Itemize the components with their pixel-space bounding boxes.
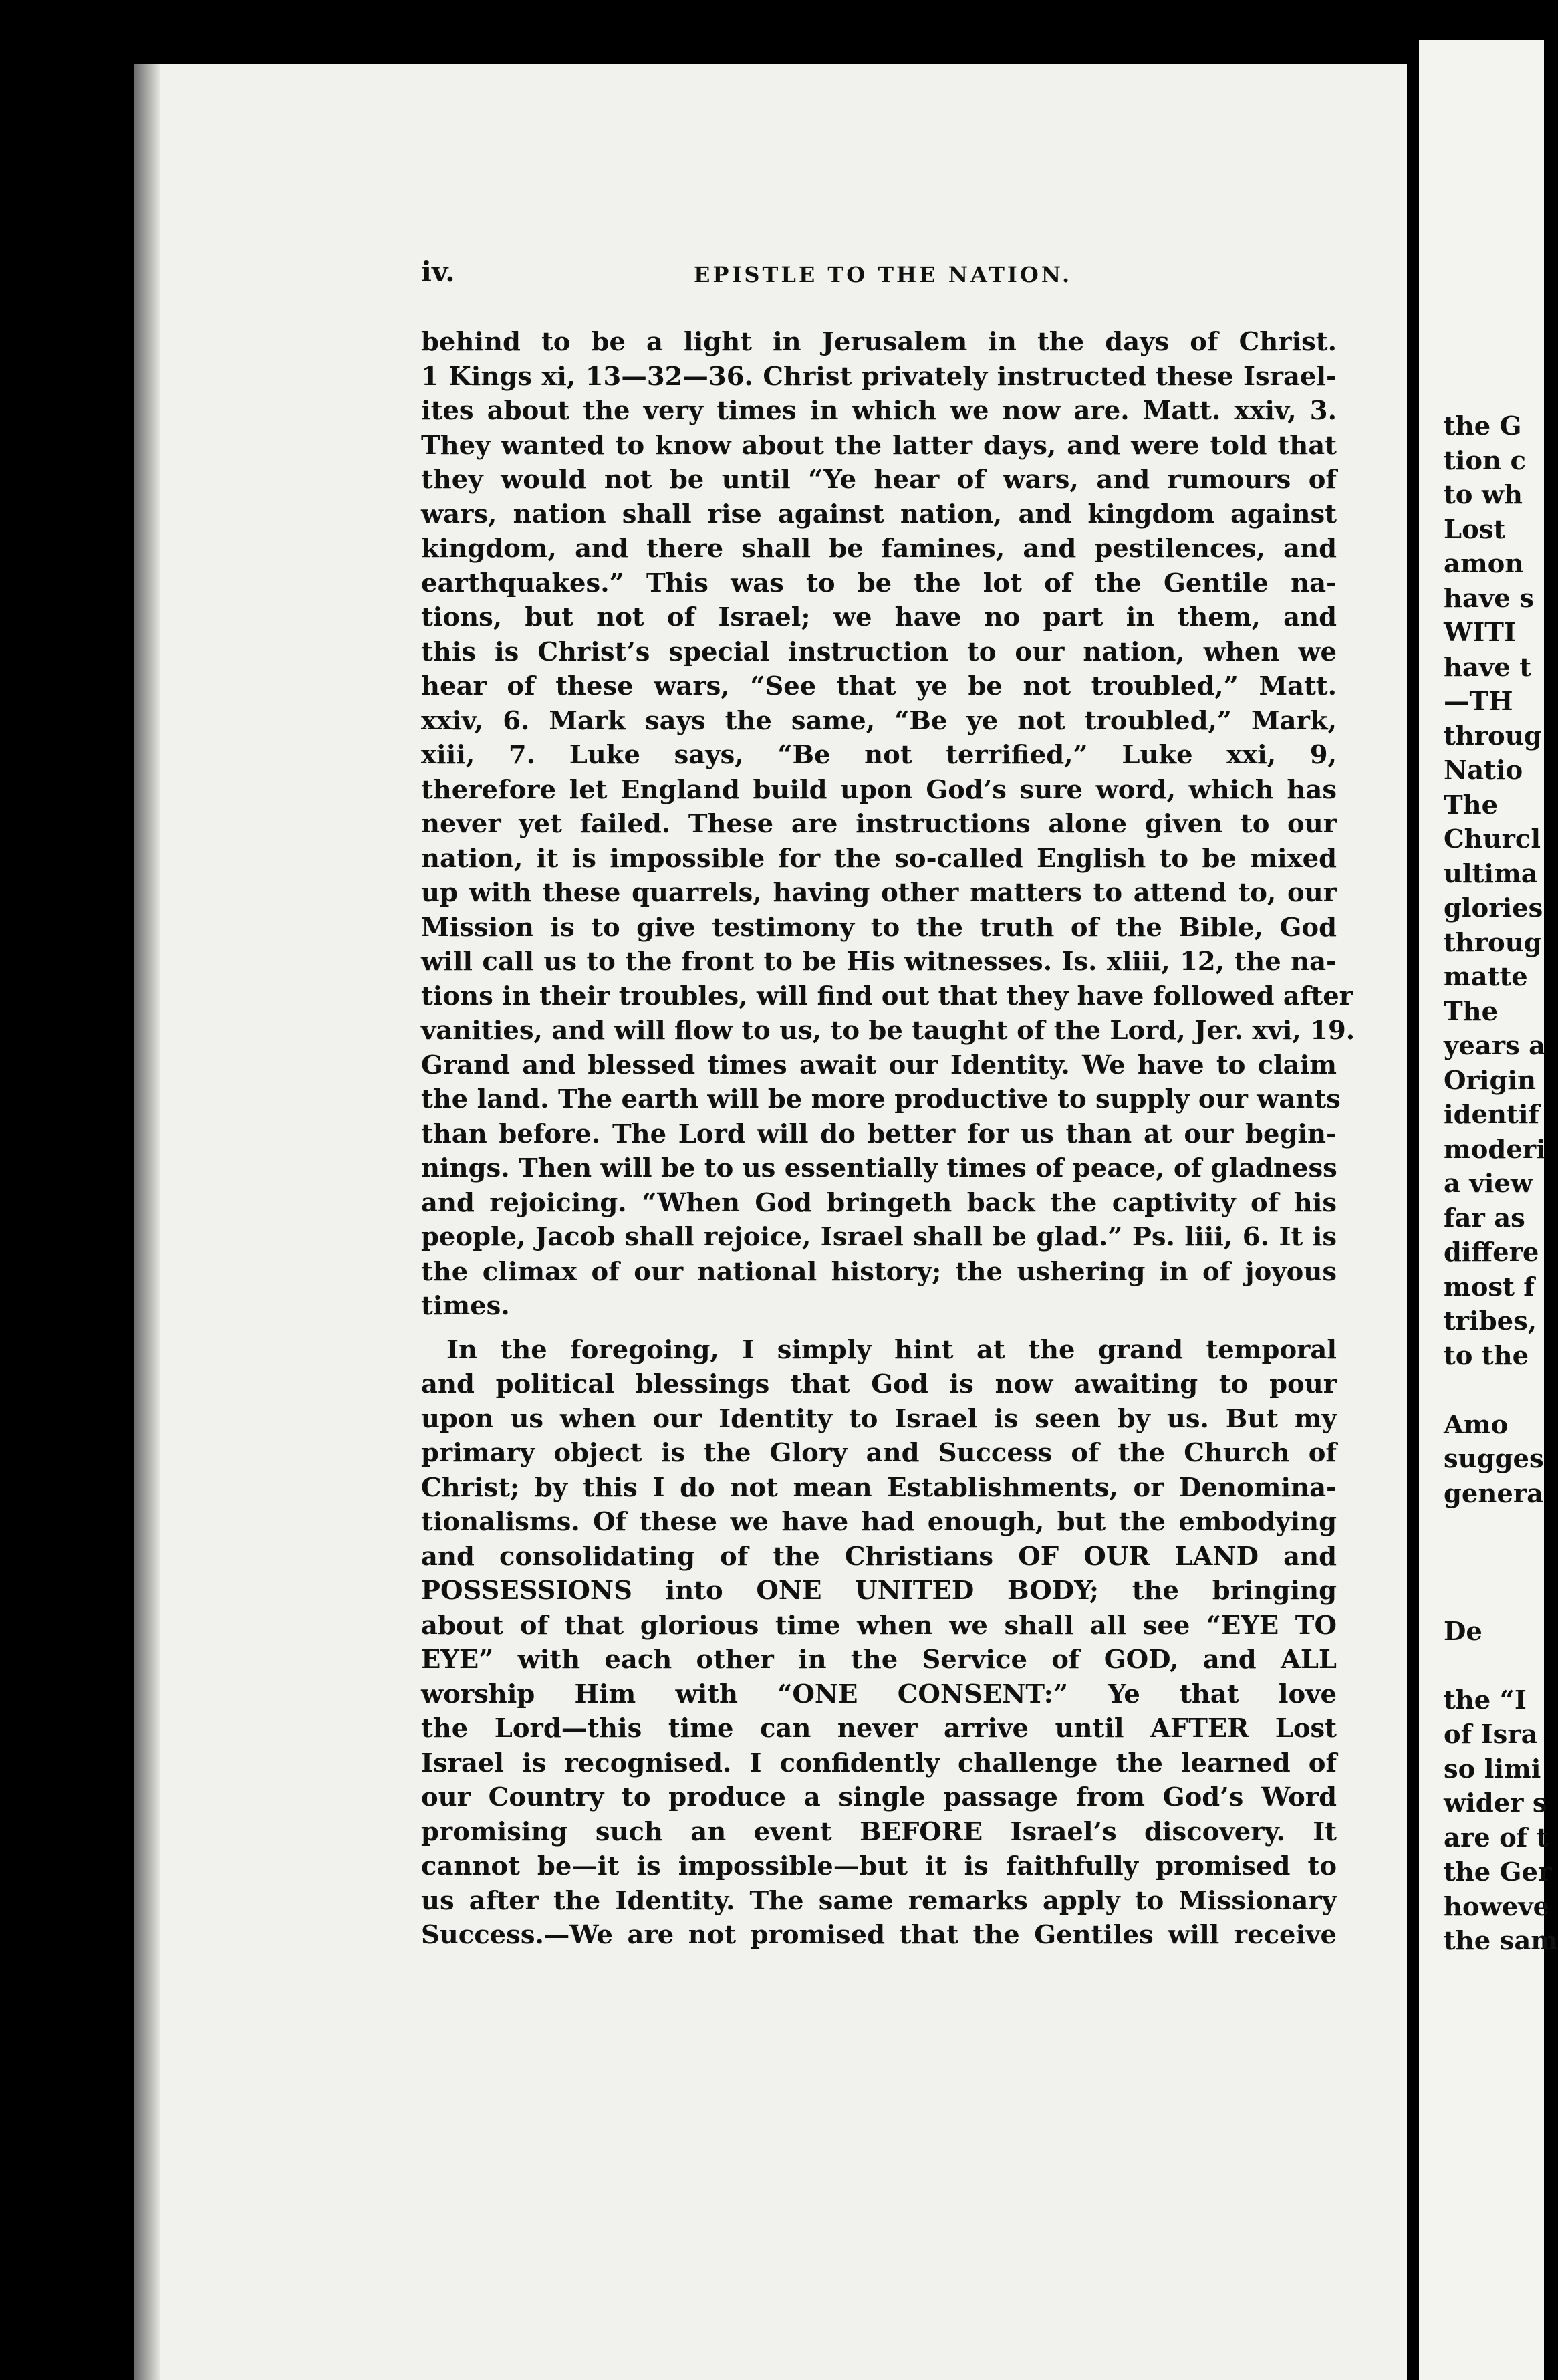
facing-page-line: Natio	[1444, 755, 1523, 786]
text-line: EYE” with each other in the Service of GOD, and ALL	[421, 1645, 1337, 1675]
text-line: promising such an event BEFORE Israel’s discovery. It	[421, 1816, 1337, 1847]
paragraph-1	[421, 325, 1355, 1324]
text-line: kingdom, and there shall be famines, and pestilences, and	[421, 533, 1337, 564]
facing-page-line: amon	[1444, 549, 1524, 579]
facing-page-line: tion c	[1444, 445, 1526, 476]
text-line: the climax of our national history; the ushering in of joyous	[421, 1256, 1337, 1287]
text-line: They wanted to know about the latter days, and were told that	[421, 430, 1337, 461]
text-line: times.	[421, 1291, 510, 1321]
text-line: Success.—We are not promised that the Gentiles will receive	[421, 1920, 1337, 1950]
facing-page-line	[1444, 1649, 1557, 1683]
body-text	[421, 325, 1355, 1953]
text-line: and consolidating of the Christians OF OUR LAND and	[421, 1541, 1337, 1572]
text-line: therefore let England build upon God’s sure word, which has	[421, 774, 1337, 805]
facing-page-line: have t	[1444, 652, 1531, 683]
text-line: and political blessings that God is now awaiting to pour	[421, 1369, 1337, 1399]
paragraph-2	[421, 1333, 1337, 1953]
text-line: xxiv, 6. Mark says the same, “Be ye not troubled,” Mark,	[421, 705, 1337, 736]
facing-page-line: differe	[1444, 1237, 1539, 1268]
text-line: than before. The Lord will do better for us than at our begin-	[421, 1118, 1337, 1149]
page-number: iv.	[421, 255, 455, 288]
text-line: upon us when our Identity to Israel is seen by us. But my	[421, 1403, 1337, 1434]
text-line: the land. The earth will be more productive to supply our wants	[421, 1084, 1341, 1114]
text-line: the Lord—this time can never arrive until AFTER Lost	[421, 1713, 1337, 1744]
book-gutter	[1407, 0, 1419, 2380]
text-line: this is Christ’s special instruction to our nation, when we	[421, 636, 1337, 667]
text-line: never yet failed. These are instructions alone given to our	[421, 809, 1337, 839]
text-line: us after the Identity. The same remarks apply to Missionary	[421, 1885, 1337, 1916]
text-line: behind to be a light in Jerusalem in the days of Christ.	[421, 327, 1337, 357]
facing-page-line: years a	[1444, 1031, 1546, 1061]
scan-left-border	[0, 0, 134, 2380]
text-line: hear of these wars, “See that ye be not troubled,” Matt.	[421, 671, 1337, 701]
paragraph-gap	[421, 1324, 1337, 1333]
facing-page-line: glories	[1444, 893, 1543, 923]
facing-page-line: moderi	[1444, 1134, 1546, 1165]
facing-page-line: wider s	[1444, 1788, 1547, 1818]
facing-page-line: most f	[1444, 1272, 1535, 1302]
facing-page-line: WITI	[1444, 618, 1516, 648]
text-line: Israel is recognised. I confidently challenge the learned of	[421, 1748, 1337, 1778]
text-line: cannot be—it is impossible—but it is faithfully promised to	[421, 1851, 1337, 1881]
facing-page-line: Churcl	[1444, 824, 1541, 854]
text-line: Christ; by this I do not mean Establishments, or Denomina-	[421, 1472, 1337, 1503]
facing-page-line: Amo	[1444, 1409, 1509, 1440]
facing-page-line: De	[1444, 1616, 1482, 1647]
facing-page-line: genera	[1444, 1478, 1544, 1509]
facing-page-text	[1444, 409, 1557, 1959]
text-line: ites about the very times in which we now are. Matt. xxiv, 3.	[421, 396, 1337, 426]
text-line: xiii, 7. Luke says, “Be not terrified,” Luke xxi, 9,	[421, 740, 1337, 770]
facing-page-line	[1444, 1373, 1557, 1408]
facing-page-line	[1444, 1546, 1557, 1580]
text-line: tions in their troubles, will find out that they have followed after	[421, 981, 1353, 1012]
text-line: 1 Kings xi, 13—32—36. Christ privately instructed these Israel-	[421, 361, 1337, 392]
text-line: primary object is the Glory and Success of the Church of	[421, 1438, 1337, 1468]
text-line: Grand and blessed times await our Identity. We have to claim	[421, 1050, 1337, 1080]
facing-page-line: so limi	[1444, 1754, 1541, 1784]
text-line: and rejoicing. “When God bringeth back the captivity of his	[421, 1187, 1337, 1218]
facing-page-line: matte	[1444, 962, 1528, 992]
facing-page-line: howeve	[1444, 1891, 1550, 1922]
facing-page-line: to wh	[1444, 480, 1523, 510]
facing-page-line: to the	[1444, 1340, 1529, 1371]
facing-page-line: sugges	[1444, 1444, 1544, 1474]
text-line: nings. Then will be to us essentially times of peace, of gladness	[421, 1153, 1337, 1183]
facing-page-line: throug	[1444, 721, 1542, 751]
text-line: earthquakes.” This was to be the lot of the Gentile na-	[421, 568, 1337, 598]
facing-page-line: Origin	[1444, 1065, 1536, 1096]
facing-page-line: throug	[1444, 927, 1542, 958]
facing-page-line: the Ger	[1444, 1857, 1552, 1887]
text-line: POSSESSIONS into ONE UNITED BODY; the bringing	[421, 1576, 1337, 1606]
facing-page-line: The	[1444, 996, 1499, 1027]
running-head: EPISTLE TO THE NATION.	[694, 262, 1073, 287]
facing-page-line: a view	[1444, 1169, 1533, 1199]
text-line: worship Him with “ONE CONSENT:” Ye that love	[421, 1679, 1337, 1709]
text-line: about of that glorious time when we shall all see “EYE TO	[421, 1610, 1337, 1641]
page-binding-shadow	[134, 64, 160, 2380]
facing-page-line	[1444, 1511, 1557, 1546]
text-line: will call us to the front to be His witnesses. Is. xliii, 12, the na-	[421, 947, 1337, 977]
text-line: they would not be until “Ye hear of wars, and rumours of	[421, 465, 1337, 495]
facing-page-line: have s	[1444, 583, 1534, 614]
text-line: people, Jacob shall rejoice, Israel shall be glad.” Ps. liii, 6. It is	[421, 1222, 1337, 1252]
text-line: Mission is to give testimony to the truth of the Bible, God	[421, 912, 1337, 943]
facing-page-line: the “I	[1444, 1685, 1527, 1715]
facing-page-line: The	[1444, 790, 1499, 820]
facing-page-line: ultima	[1444, 858, 1538, 889]
facing-page-line: Lost	[1444, 514, 1506, 545]
text-line: nation, it is impossible for the so-called English to be mixed	[421, 843, 1337, 874]
facing-page-line	[1444, 1580, 1557, 1615]
text-line: vanities, and will flow to us, to be taught of the Lord, Jer. xvi, 19.	[421, 1016, 1355, 1046]
text-line: up with these quarrels, having other matters to attend to, our	[421, 878, 1337, 908]
facing-page-line: of Isra	[1444, 1719, 1538, 1750]
text-line: tionalisms. Of these we have had enough, but the embodying	[421, 1507, 1337, 1537]
text-line: our Country to produce a single passage from God’s Word	[421, 1782, 1337, 1812]
text-line: tions, but not of Israel; we have no part in them, and	[421, 602, 1337, 632]
facing-page-line: are of t	[1444, 1822, 1549, 1853]
facing-page-line: identif	[1444, 1100, 1540, 1130]
facing-page-line: the G	[1444, 411, 1522, 441]
facing-page-line: —TH	[1444, 687, 1513, 717]
text-line: wars, nation shall rise against nation, and kingdom against	[421, 499, 1337, 529]
facing-page-line: tribes,	[1444, 1306, 1537, 1336]
text-line: In the foregoing, I simply hint at the grand temporal	[446, 1334, 1337, 1365]
facing-page-line: far as	[1444, 1203, 1525, 1233]
facing-page-line: the sam	[1444, 1926, 1558, 1956]
